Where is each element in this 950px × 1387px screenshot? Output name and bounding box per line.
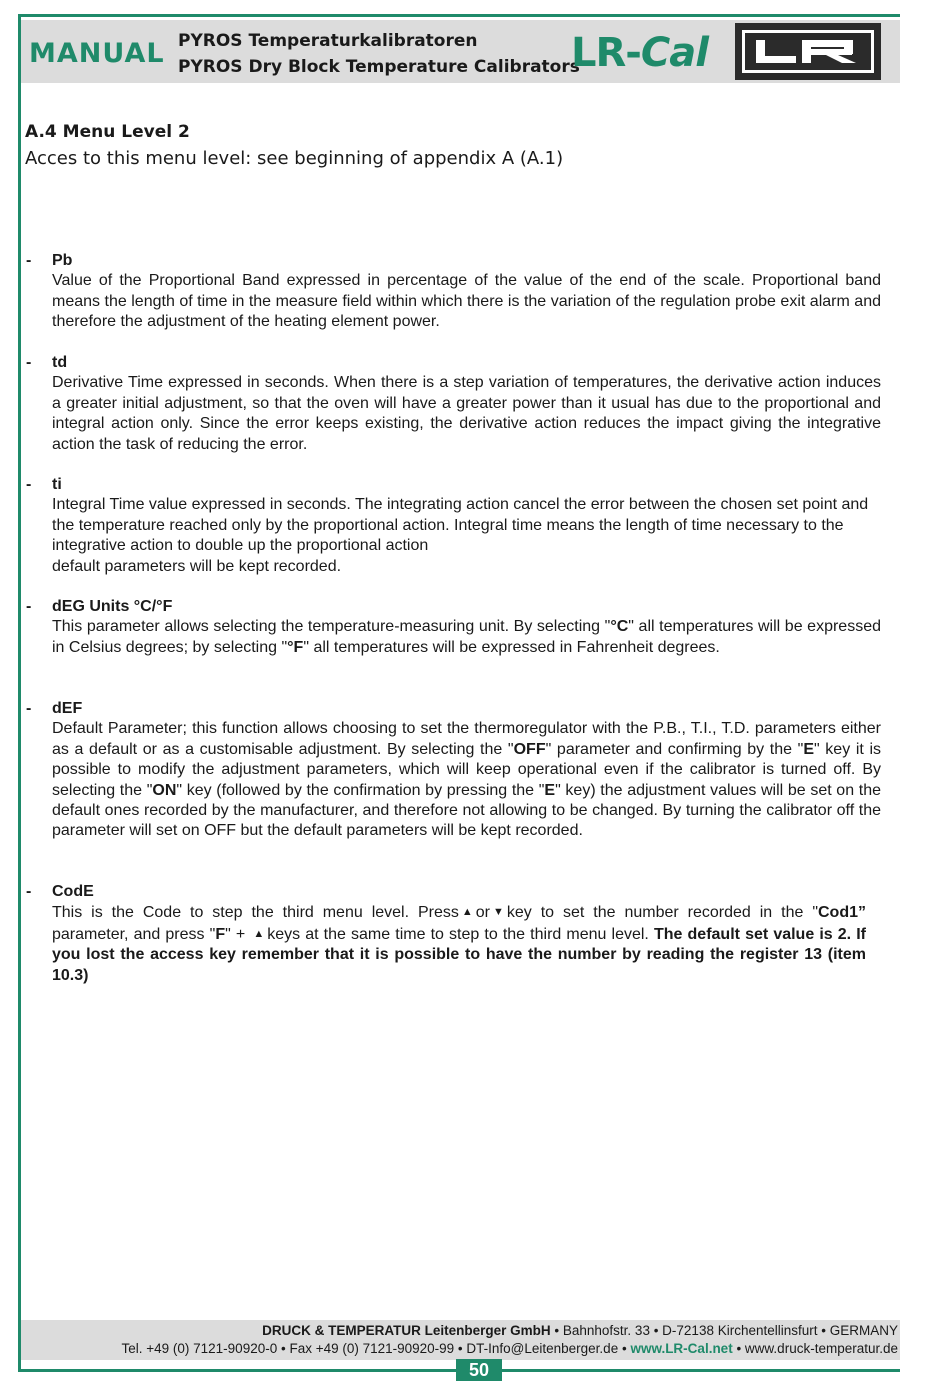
- footer-address: DRUCK & TEMPERATUR Leitenberger GmbH • Bahnhofstr. 33 • D-72138 Kirchentellinsfurt • GERMANY: [262, 1323, 898, 1338]
- entry-code: [26, 882, 866, 986]
- frame-left-border: [18, 16, 21, 1372]
- entry-term: td: [52, 354, 68, 371]
- entry-def: [26, 699, 881, 842]
- entry-description: Default Parameter; this function allows choosing to set the thermoregulator with the P.B., T.I., T.D. parameters either as a default or as a customisable adjustment. By selecting the "OFF" parameter and confirming by the "E" key it is possible to modify the adjustment parameters, which will keep operational even if the calibrator is turned off. By selecting the "ON" key (followed by the confirmation by pressing the "E" key) the adjustment values will be set on the default ones recorded by the manufacturer, and therefore not allowing to be changed. By turning the calibrator off the parameter will set on OFF but the default parameters will be kept recorded.: [52, 720, 882, 840]
- entry-description-extra: default parameters will be kept recorded.: [52, 557, 342, 575]
- entry-term: CodE: [52, 883, 94, 900]
- manual-label: MANUAL: [29, 38, 165, 69]
- entry-description: This is the Code to step the third menu level. Press ▲ or ▼ key to set the number recorded in the "Cod1” parameter, and press "F" + ▲ keys at the same time to step to the third menu level. The default set value is 2. If you lost the access key remember that it is possible to have the number by reading the register 13 (item 10.3): [52, 904, 867, 984]
- brand-logo-lr-cal: [571, 30, 708, 76]
- entry-ti: [26, 475, 881, 577]
- entry-description: Integral Time value expressed in seconds. The integrating action cancel the error between the chosen set point and the temperature reached only by the proportional action. Integral time means the length of time necessary to the integrative action to double up the proportional action: [52, 496, 869, 555]
- entry-description: Value of the Proportional Band expressed in percentage of the value of the end of the scale. Proportional band means the length of time in the measure field within which there is the variation of the regulation probe exit alarm and therefore the adjustment of the heating element power.: [52, 272, 881, 331]
- entry-dash: -: [26, 883, 32, 900]
- entry-term: dEF: [52, 700, 83, 717]
- brand-cal: Cal: [640, 30, 708, 76]
- website-link[interactable]: www.LR-Cal.net: [630, 1341, 733, 1356]
- entry-deg: [26, 597, 881, 658]
- page-number: 50: [456, 1359, 502, 1381]
- entry-dash: -: [26, 354, 32, 371]
- entry-pb: [26, 251, 881, 333]
- entry-term: dEG Units °C/°F: [52, 598, 173, 615]
- entry-dash: -: [26, 598, 32, 615]
- title-german: PYROS Temperaturkalibratoren: [178, 31, 478, 51]
- down-arrow-icon: ▼: [493, 906, 504, 919]
- section-title: A.4 Menu Level 2: [25, 122, 190, 142]
- brand-lr: LR-: [571, 30, 641, 76]
- entry-dash: -: [26, 700, 32, 717]
- title-english: PYROS Dry Block Temperature Calibrators: [178, 57, 580, 77]
- frame-top-border: [18, 14, 900, 17]
- entry-term: Pb: [52, 252, 73, 269]
- section-subtitle: Acces to this menu level: see beginning of appendix A (A.1): [25, 148, 564, 169]
- entry-term: ti: [52, 476, 62, 493]
- lr-logo-icon: [735, 23, 881, 80]
- entry-description: Derivative Time expressed in seconds. When there is a step variation of temperatures, the derivative action induces a greater initial adjustment, so that the oven will have a greater power than it usual has due to the proportional and integral action only. Since the error keeps existing, the derivative action reduces the impact giving the integrative action the task of reducing the error.: [52, 374, 881, 453]
- entry-dash: -: [26, 252, 32, 269]
- entry-td: [26, 353, 881, 455]
- entry-description: This parameter allows selecting the temperature-measuring unit. By selecting "°C" all temperatures will be expressed in Celsius degrees; by selecting "°F" all temperatures will be expressed in Fahrenheit degrees.: [52, 618, 882, 656]
- page-header: [21, 20, 900, 83]
- footer-contact: Tel. +49 (0) 7121-90920-0 • Fax +49 (0) 7121-90920-99 • DT-Info@Leitenberger.de • www.LR-Cal.net • www.druck-temperatur.de: [121, 1341, 898, 1356]
- up-arrow-icon: ▲: [253, 927, 265, 940]
- entry-dash: -: [26, 476, 32, 493]
- page-footer: [21, 1320, 900, 1360]
- up-arrow-icon: ▲: [461, 906, 473, 919]
